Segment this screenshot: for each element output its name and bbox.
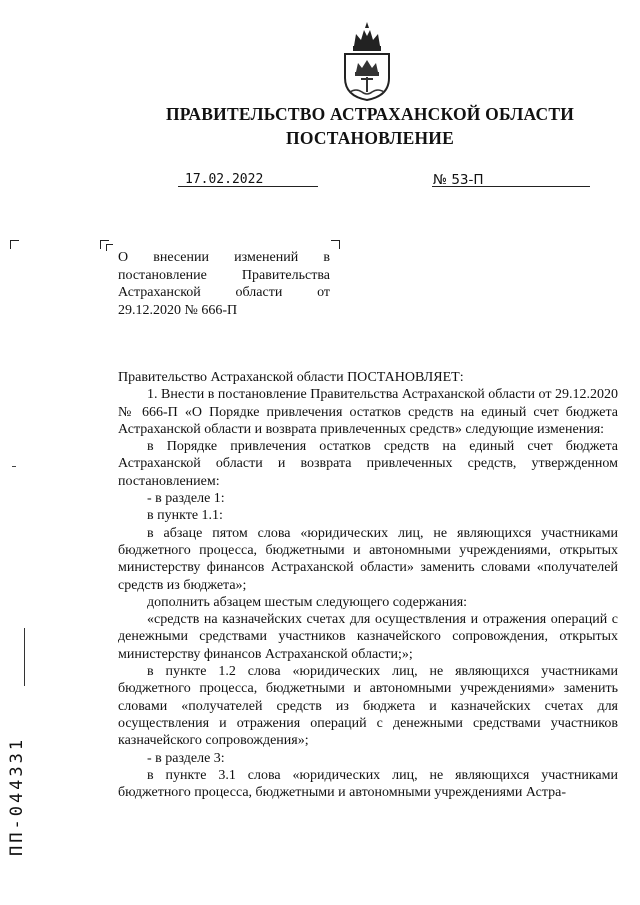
- government-name: ПРАВИТЕЛЬСТВО АСТРАХАНСКОЙ ОБЛАСТИ: [165, 104, 575, 124]
- coat-of-arms-icon: [340, 20, 394, 102]
- body-paragraph: в пункте 1.2 слова «юридических лиц, не являющихся участниками бюджетного процесса, бюджетными и автономными учреждениями» заменить словами «получателей средств из бюджета и казначейских счетах для осуществления и отражения операций с денежными средствами участников казначейского сопровождения»;: [118, 664, 618, 749]
- number-underline: [432, 186, 590, 187]
- body-paragraph: «средств на казначейских счетах для осуществления и отражения операций с денежными средствами участников казначейского сопровождения, открытых министерству финансов Астраханской области;»;: [118, 612, 618, 662]
- margin-mark: [12, 466, 16, 467]
- body-paragraph: в Порядке привлечения остатков средств на единый счет бюджета Астраханской области и возврата привлеченных средств, утвержденном постановлением:: [118, 439, 618, 489]
- document-number: № 53-П: [433, 172, 484, 188]
- body-paragraph: - в разделе 3:: [147, 750, 225, 766]
- date-underline: [178, 186, 318, 187]
- body-paragraph: - в разделе 1:: [147, 491, 225, 507]
- body-paragraph: в пункте 3.1 слова «юридических лиц, не являющихся участниками бюджетного процесса, бюджетными и автономными учреждениями Астра-: [118, 767, 618, 801]
- corner-mark-far-left: [10, 240, 19, 249]
- corner-mark-right: [331, 240, 340, 249]
- body-paragraph: 1. Внести в постановление Правительства Астраханской области от 29.12.2020 № 666-П «О Порядке привлечения остатков средств на единый счет бюджета Астраханской области и возврата привлеченных средств» следующие изменения:: [118, 387, 618, 437]
- resolution-intro: Правительство Астраханской области ПОСТАНОВЛЯЕТ:: [118, 370, 464, 385]
- body-paragraph: в пункте 1.1:: [147, 508, 223, 524]
- document-body: [118, 369, 618, 801]
- registration-stamp: ПП-044331: [7, 736, 27, 856]
- body-paragraph: в абзаце пятом слова «юридических лиц, не являющихся участниками бюджетного процесса, бюджетными и автономными учреждениями, открытых министерству финансов Астраханской области» заменить словами «получателей средств из бюджета»;: [118, 525, 618, 593]
- document-type: ПОСТАНОВЛЕНИЕ: [286, 128, 454, 148]
- document-date: 17.02.2022: [185, 172, 264, 187]
- body-paragraph: дополнить абзацем шестым следующего содержания:: [147, 594, 468, 610]
- corner-mark-left-inner: [106, 244, 113, 251]
- document-subject: О внесении изменений в постановление Правительства Астраханской области от 29.12.2020 № 666-П: [118, 250, 330, 318]
